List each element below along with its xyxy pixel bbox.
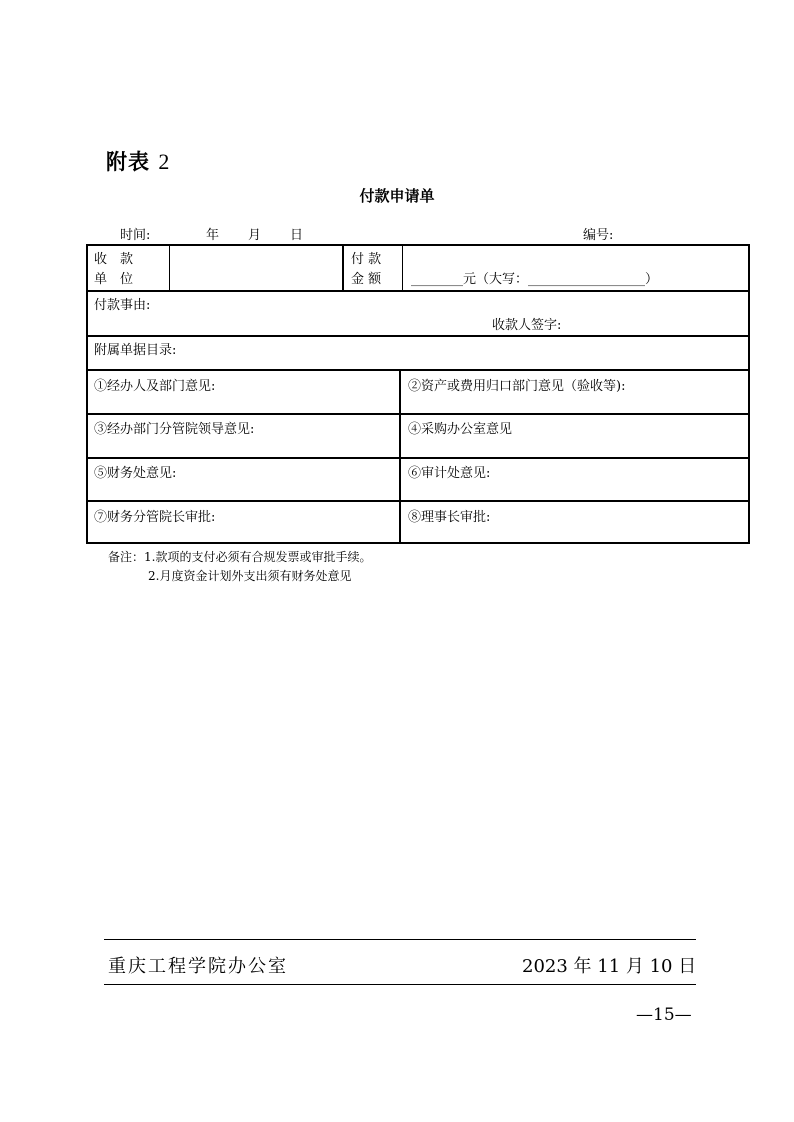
payee-signature-label: 收款人签字:	[492, 318, 562, 333]
year-label: 年	[206, 228, 220, 243]
row-divider	[88, 457, 748, 459]
month-label: 月	[248, 228, 262, 243]
amount-label: 付 款	[351, 252, 382, 267]
approval-finance-president: ⑦财务分管院长审批:	[94, 510, 216, 525]
footer-date: 2023 年 11 月 10 日	[522, 956, 697, 977]
approval-dept-leader: ③经办部门分管院领导意见:	[94, 422, 255, 437]
payee-label-line2: 单 位	[94, 272, 134, 287]
appendix-title	[106, 146, 170, 176]
row-divider	[88, 500, 748, 502]
page-number: —15—	[636, 1005, 692, 1025]
number-label: 编号:	[583, 228, 614, 243]
column-divider	[342, 246, 344, 290]
amount-field: ________元（大写：__________________）	[411, 272, 659, 287]
column-divider	[169, 246, 170, 290]
appendix-number: 2	[158, 149, 171, 174]
row-divider	[88, 369, 748, 371]
approval-procurement: ④采购办公室意见	[408, 422, 513, 437]
approval-finance: ⑤财务处意见:	[94, 466, 177, 481]
row-divider	[88, 335, 748, 337]
approval-handler: ①经办人及部门意见:	[94, 379, 216, 394]
column-divider	[399, 369, 401, 542]
form-title: 付款申请单	[359, 187, 435, 205]
note-line-2: 2.月度资金计划外支出须有财务处意见	[148, 569, 352, 583]
amount-label-line2: 金 额	[351, 272, 382, 287]
approval-chairman: ⑧理事长审批:	[408, 510, 491, 525]
approval-asset-dept: ②资产或费用归口部门意见（验收等):	[408, 379, 626, 394]
notes	[108, 548, 371, 586]
footer-organization: 重庆工程学院办公室	[108, 956, 288, 977]
payment-request-form	[86, 244, 750, 544]
time-label: 时间:	[120, 228, 151, 243]
row-divider	[88, 290, 748, 292]
footer-divider-bottom	[104, 984, 696, 985]
day-label: 日	[290, 228, 304, 243]
attachments-label: 附属单据目录:	[94, 343, 177, 358]
footer-divider-top	[104, 939, 696, 940]
row-divider	[88, 413, 748, 415]
column-divider	[402, 246, 403, 290]
appendix-label: 附表	[106, 150, 150, 174]
payee-label: 收 款	[94, 252, 134, 267]
note-line-1: 备注：1.款项的支付必须有合规发票或审批手续。	[108, 550, 372, 564]
reason-label: 付款事由:	[94, 298, 151, 313]
approval-audit: ⑥审计处意见:	[408, 466, 491, 481]
